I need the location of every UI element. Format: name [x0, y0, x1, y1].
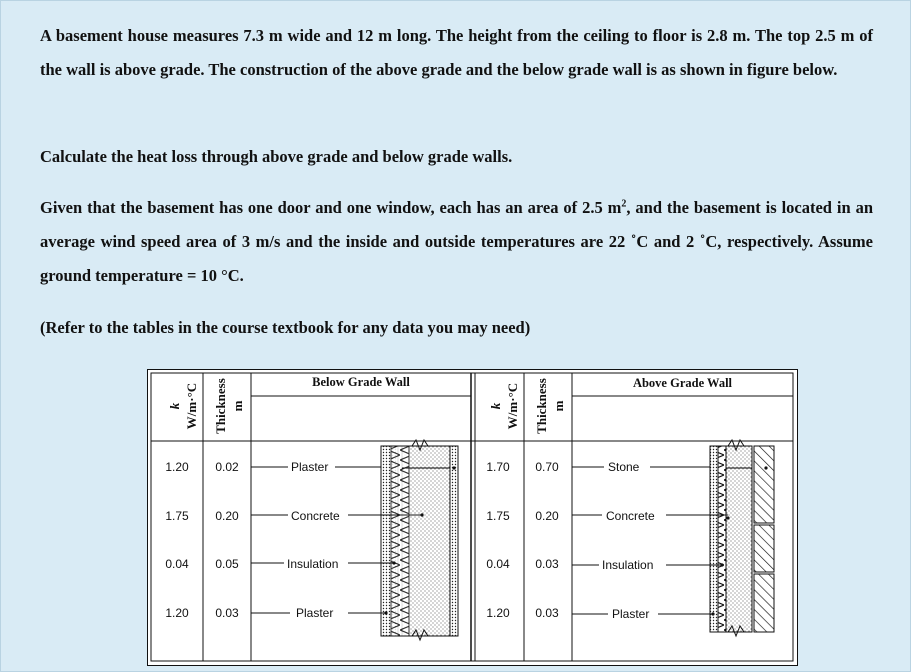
above-grade-wall-drawing: [710, 440, 774, 636]
given-text-1: Given that the basement has one door and one window, each has an area of 2.5 m: [40, 198, 622, 217]
above-material-4: Plaster: [609, 607, 652, 621]
above-t-1: 0.70: [535, 460, 559, 474]
below-material-1: Plaster: [288, 460, 331, 474]
below-material-2: Concrete: [288, 509, 343, 523]
below-t-2: 0.20: [215, 509, 239, 523]
above-t-3: 0.03: [535, 557, 559, 571]
above-material-2: Concrete: [603, 509, 658, 523]
col-k-symbol: k: [167, 402, 182, 410]
above-material-1: Stone: [605, 460, 642, 474]
below-material-3: Insulation: [284, 557, 341, 571]
problem-note: (Refer to the tables in the course textbook for any data you may need): [40, 318, 531, 337]
col-k-unit: W/m·°C: [184, 382, 199, 430]
below-k-1: 1.20: [165, 460, 189, 474]
col-k-unit-2: W/m·°C: [505, 382, 520, 430]
above-k-1: 1.70: [486, 460, 510, 474]
above-t-4: 0.03: [535, 606, 559, 620]
below-k-4: 1.20: [165, 606, 189, 620]
below-material-4: Plaster: [293, 606, 336, 620]
wall-construction-figure: [147, 369, 798, 666]
above-k-4: 1.20: [486, 606, 510, 620]
above-material-3: Insulation: [599, 558, 656, 572]
given-text-2: , and the basement is located in an average wind speed area of 3 m/s and the inside and outside temperatures are 22 ˚C and 2 ˚C, respectively. Assume ground temperature = 10 °C.: [40, 198, 874, 285]
given-superscript: 2: [621, 198, 627, 210]
col-thickness-header: Thickness: [213, 378, 228, 434]
above-grade-title: Above Grade Wall: [632, 376, 733, 390]
below-grade-title: Below Grade Wall: [312, 375, 410, 389]
col-thickness-header-2: Thickness: [534, 378, 549, 434]
col-thickness-unit-2: m: [551, 400, 566, 412]
col-thickness-unit: m: [230, 400, 245, 412]
below-t-3: 0.05: [215, 557, 239, 571]
above-k-2: 1.75: [486, 509, 510, 523]
below-grade-wall-drawing: [381, 440, 458, 640]
below-t-4: 0.03: [215, 606, 239, 620]
problem-intro: A basement house measures 7.3 m wide and 12 m long. The height from the ceiling to floor is 2.8 m. The top 2.5 m of the wall is above grade. The construction of the above grade and the below grade wall is as shown in figure below.: [40, 26, 873, 79]
col-k-header-2: [487, 371, 505, 441]
below-k-2: 1.75: [165, 509, 189, 523]
problem-given: [40, 191, 873, 293]
above-k-3: 0.04: [486, 557, 510, 571]
below-k-3: 0.04: [165, 557, 189, 571]
col-k-header: [166, 371, 184, 441]
col-k-symbol-2: k: [488, 402, 503, 410]
problem-task: Calculate the heat loss through above grade and below grade walls.: [40, 147, 513, 166]
above-t-2: 0.20: [535, 509, 559, 523]
below-t-1: 0.02: [215, 460, 239, 474]
